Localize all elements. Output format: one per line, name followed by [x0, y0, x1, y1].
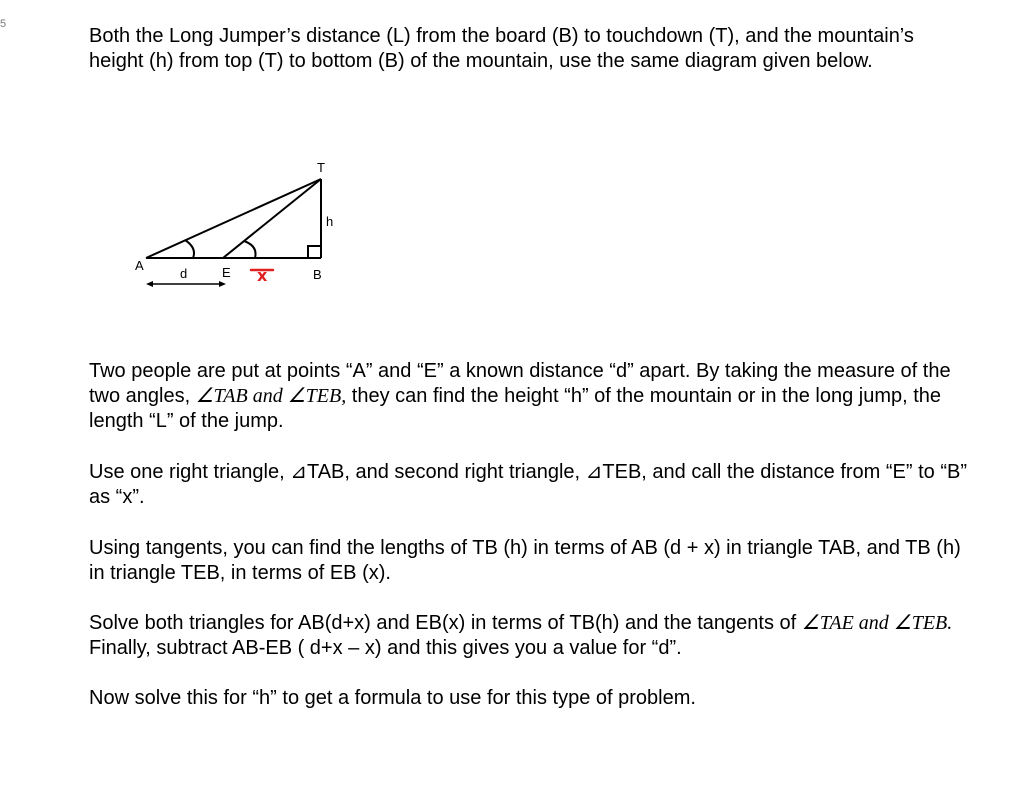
- label-d: d: [180, 266, 188, 281]
- arrowhead-left: [146, 281, 153, 287]
- angles-tab-teb: ∠TAB and ∠TEB,: [195, 385, 347, 407]
- label-a: A: [135, 258, 144, 273]
- label-h: h: [326, 214, 334, 229]
- label-b: B: [313, 267, 322, 282]
- paragraph-two-people: [89, 359, 969, 434]
- arrowhead-right: [219, 281, 226, 287]
- label-x: x: [257, 266, 268, 285]
- paragraph-right-triangles: Use one right triangle, ⊿TAB, and second right triangle, ⊿TEB, and call the distance from “E” to “B” as “x”.: [89, 461, 967, 508]
- label-t: T: [317, 160, 325, 175]
- paragraph-solve-text-b: Finally, subtract AB-EB ( d+x – x) and this gives you a value for “d”.: [89, 637, 682, 659]
- paragraph-solve-for-h: Now solve this for “h” to get a formula to use for this type of problem.: [89, 687, 696, 709]
- paragraph-tangents: Using tangents, you can find the lengths of TB (h) in terms of AB (d + x) in triangle TAB, and TB (h) in triangle TEB, in terms of EB (x).: [89, 537, 961, 584]
- angle-arc-a: [185, 240, 194, 258]
- paragraph-two-people-text-b: they can find the height “h” of the mountain or in the long jump, the length “L” of the jump.: [89, 385, 942, 432]
- angles-tae-teb: ∠TAE and ∠TEB.: [801, 612, 953, 634]
- angle-arc-e: [244, 241, 256, 258]
- paragraph-solve-text-a: Solve both triangles for AB(d+x) and EB(x) in terms of TB(h) and the tangents of: [89, 612, 802, 634]
- triangle-diagram: [125, 150, 355, 300]
- paragraph-solve-triangles: [89, 611, 969, 661]
- page-corner-mark: 5: [0, 18, 7, 30]
- intro-paragraph: Both the Long Jumper’s distance (L) from the board (B) to touchdown (T), and the mountain’s height (h) from top (T) to bottom (B) of the mountain, use the same diagram given below.: [89, 25, 914, 72]
- line-et: [223, 179, 321, 258]
- right-angle-marker: [308, 246, 321, 258]
- paragraph-two-people-text-a: Two people are put at points “A” and “E” a known distance “d” apart. By taking the measure of the two angles,: [89, 360, 951, 407]
- label-e: E: [222, 265, 231, 280]
- handwritten-x-mark: [251, 266, 273, 285]
- line-at: [146, 179, 321, 258]
